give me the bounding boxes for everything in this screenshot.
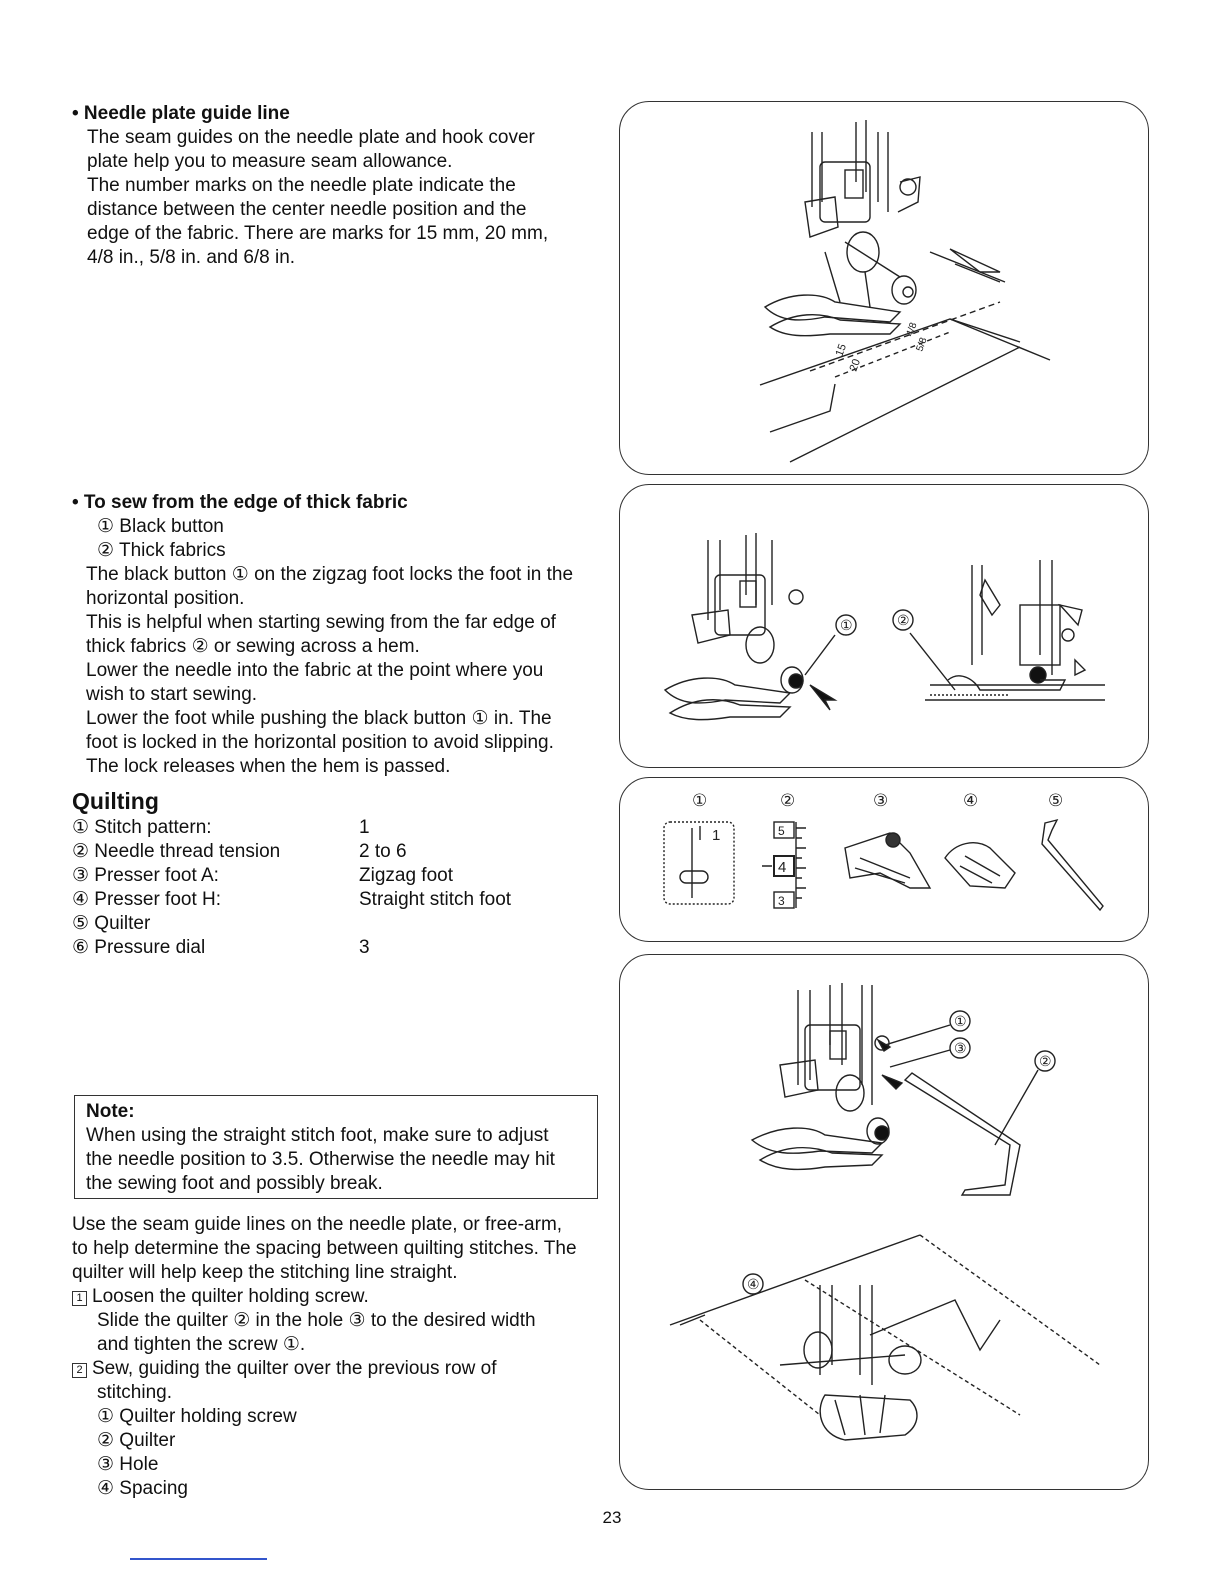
setting-value: Zigzag foot xyxy=(359,865,453,886)
figure-thick-fabric xyxy=(619,484,1149,768)
note-line: When using the straight stitch foot, make sure to adjust xyxy=(86,1125,549,1146)
setting-value: 2 to 6 xyxy=(359,841,407,862)
legend-item: ① Black button xyxy=(97,516,224,537)
callout-2: ② xyxy=(780,791,796,810)
body-line: plate help you to measure seam allowance. xyxy=(87,151,453,172)
body-line: edge of the fabric. There are marks for 15 mm, 20 mm, xyxy=(87,223,549,244)
dial-4: 4 xyxy=(778,859,787,876)
note-line: the sewing foot and possibly break. xyxy=(86,1173,383,1194)
body-line: Lower the foot while pushing the black button ① in. The xyxy=(86,708,552,729)
step-text: Slide the quilter ② in the hole ③ to the desired width xyxy=(97,1310,536,1331)
body-line: The lock releases when the hem is passed. xyxy=(86,756,451,777)
step-text: Sew, guiding the quilter over the previous row of xyxy=(92,1358,497,1379)
step-1 xyxy=(72,1285,369,1309)
callout-2: ② xyxy=(1039,1053,1052,1069)
callout-4: ④ xyxy=(747,1276,760,1292)
body-line: Lower the needle into the fabric at the point where you xyxy=(86,660,544,681)
setting-label: ③ Presser foot A: xyxy=(72,865,219,886)
legend-item: ② Quilter xyxy=(97,1430,176,1451)
footer-line xyxy=(130,1558,267,1560)
setting-label: ① Stitch pattern: xyxy=(72,817,212,838)
setting-label: ② Needle thread tension xyxy=(72,841,281,862)
callout-2: ② xyxy=(897,612,910,628)
page-number: 23 xyxy=(602,1508,622,1527)
step-text: stitching. xyxy=(97,1382,172,1403)
intro-line: quilter will help keep the stitching line straight. xyxy=(72,1262,458,1283)
callout-1: ① xyxy=(840,617,853,633)
setting-value: 3 xyxy=(359,937,370,958)
legend-item: ③ Hole xyxy=(97,1454,159,1475)
legend-item: ② Thick fabrics xyxy=(97,540,226,561)
step-number: 1 xyxy=(72,1291,87,1306)
note-box xyxy=(74,1095,598,1199)
note-line: the needle position to 3.5. Otherwise the needle may hit xyxy=(86,1149,555,1170)
body-line: The black button ① on the zigzag foot locks the foot in the xyxy=(86,564,574,585)
svg-text:5/8: 5/8 xyxy=(914,336,930,354)
setting-value: 1 xyxy=(359,817,370,838)
step-number: 2 xyxy=(72,1363,87,1378)
dial-3: 3 xyxy=(778,894,785,908)
setting-label: ⑤ Quilter xyxy=(72,913,151,934)
callout-1: ① xyxy=(692,791,708,810)
callout-4: ④ xyxy=(963,791,979,810)
setting-value: Straight stitch foot xyxy=(359,889,512,910)
svg-text:20: 20 xyxy=(847,357,864,374)
setting-label: ⑥ Pressure dial xyxy=(72,937,206,958)
body-line: foot is locked in the horizontal position to avoid slipping. xyxy=(86,732,554,753)
figure-needle-plate xyxy=(619,101,1149,475)
legend-item: ① Quilter holding screw xyxy=(97,1406,297,1427)
legend-item: ④ Spacing xyxy=(97,1478,188,1499)
svg-text:4/8: 4/8 xyxy=(904,321,920,339)
intro-line: Use the seam guide lines on the needle plate, or free-arm, xyxy=(72,1214,563,1235)
dial-5: 5 xyxy=(778,824,785,838)
pattern-number: 1 xyxy=(712,827,721,844)
setting-label: ④ Presser foot H: xyxy=(72,889,222,910)
needle-plate-guide-heading: • Needle plate guide line xyxy=(72,103,290,124)
svg-text:15: 15 xyxy=(833,342,850,359)
quilting-title: Quilting xyxy=(72,788,159,814)
callout-1: ① xyxy=(954,1013,967,1029)
figure-settings-icons xyxy=(619,777,1149,942)
body-line: The seam guides on the needle plate and hook cover xyxy=(87,127,535,148)
body-line: horizontal position. xyxy=(86,588,245,609)
thick-fabric-heading: • To sew from the edge of thick fabric xyxy=(72,492,408,513)
callout-3: ③ xyxy=(954,1040,967,1056)
body-line: thick fabrics ② or sewing across a hem. xyxy=(86,636,420,657)
step-2 xyxy=(72,1357,497,1381)
body-line: 4/8 in., 5/8 in. and 6/8 in. xyxy=(87,247,296,268)
step-text: Loosen the quilter holding screw. xyxy=(92,1286,369,1307)
body-line: The number marks on the needle plate indicate the xyxy=(87,175,516,196)
body-line: wish to start sewing. xyxy=(86,684,258,705)
step-text: and tighten the screw ①. xyxy=(97,1334,306,1355)
note-title: Note: xyxy=(86,1101,135,1122)
body-line: distance between the center needle position and the xyxy=(87,199,527,220)
body-line: This is helpful when starting sewing from the far edge of xyxy=(86,612,556,633)
callout-3: ③ xyxy=(873,791,889,810)
callout-5: ⑤ xyxy=(1048,791,1064,810)
figure-quilter xyxy=(619,954,1149,1490)
intro-line: to help determine the spacing between quilting stitches. The xyxy=(72,1238,577,1259)
